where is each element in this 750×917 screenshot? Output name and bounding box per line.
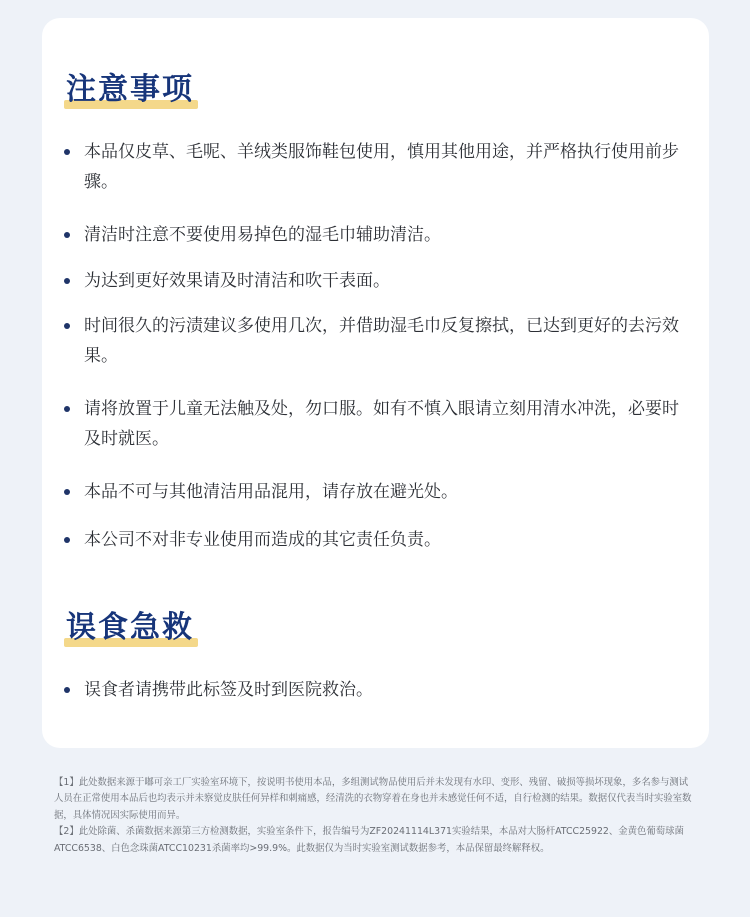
footnote-2: 【2】此处除菌、杀菌数据来源第三方检测数据，实验室条件下，报告编号为ZF20241114L371实验结果，本品对大肠杆ATCC25922、金黄色葡萄球菌ATCC6538、白色念珠菌ATCC10231杀菌率均>99.9%。此数据仅为当时实验室测试数据参考，本品保留最终解释权。 — [54, 826, 684, 854]
bullet-dot-icon — [64, 687, 70, 693]
first-aid-list — [64, 675, 684, 705]
bullet-dot-icon — [64, 406, 70, 412]
bullet-dot-icon — [64, 537, 70, 543]
list-item: 本公司不对非专业使用而造成的其它责任负责。 — [64, 525, 684, 555]
list-item: 为达到更好效果请及时清洁和吹干表面。 — [64, 266, 684, 296]
list-item: 本品不可与其他清洁用品混用，请存放在避光处。 — [64, 477, 684, 507]
list-item: 本品仅皮草、毛呢、羊绒类服饰鞋包使用，慎用其他用途，并严格执行使用前步骤。 — [64, 137, 684, 197]
bullet-dot-icon — [64, 278, 70, 284]
first-aid-heading: 误食急救 — [66, 608, 194, 648]
footnote-1: 【1】此处数据来源于嘟可亲工厂实验室环境下，按说明书使用本品，多组测试物品使用后并未发现有水印、变形、残留、破损等损坏现象，多名参与测试人员在正常使用本品后也均表示并未察觉皮肤任何异样和刺痛感，经清洗的衣物穿着在身也并未感觉任何不适，自行检测的结果。数据仅代表当时实验室数据，具体情况因实际使用而异。 — [54, 777, 692, 821]
list-item: 请将放置于儿童无法触及处，勿口服。如有不慎入眼请立刻用清水冲洗，必要时及时就医。 — [64, 394, 684, 454]
bullet-dot-icon — [64, 149, 70, 155]
footnotes — [54, 775, 694, 857]
bullet-dot-icon — [64, 323, 70, 329]
bullet-dot-icon — [64, 489, 70, 495]
bullet-dot-icon — [64, 232, 70, 238]
list-item: 误食者请携带此标签及时到医院救治。 — [64, 675, 684, 705]
list-item: 时间很久的污渍建议多使用几次，并借助湿毛巾反复擦拭，已达到更好的去污效果。 — [64, 311, 684, 371]
content-card — [42, 18, 709, 748]
notice-list — [64, 137, 684, 555]
list-item: 清洁时注意不要使用易掉色的湿毛巾辅助清洁。 — [64, 220, 684, 250]
notice-heading: 注意事项 — [66, 70, 194, 110]
